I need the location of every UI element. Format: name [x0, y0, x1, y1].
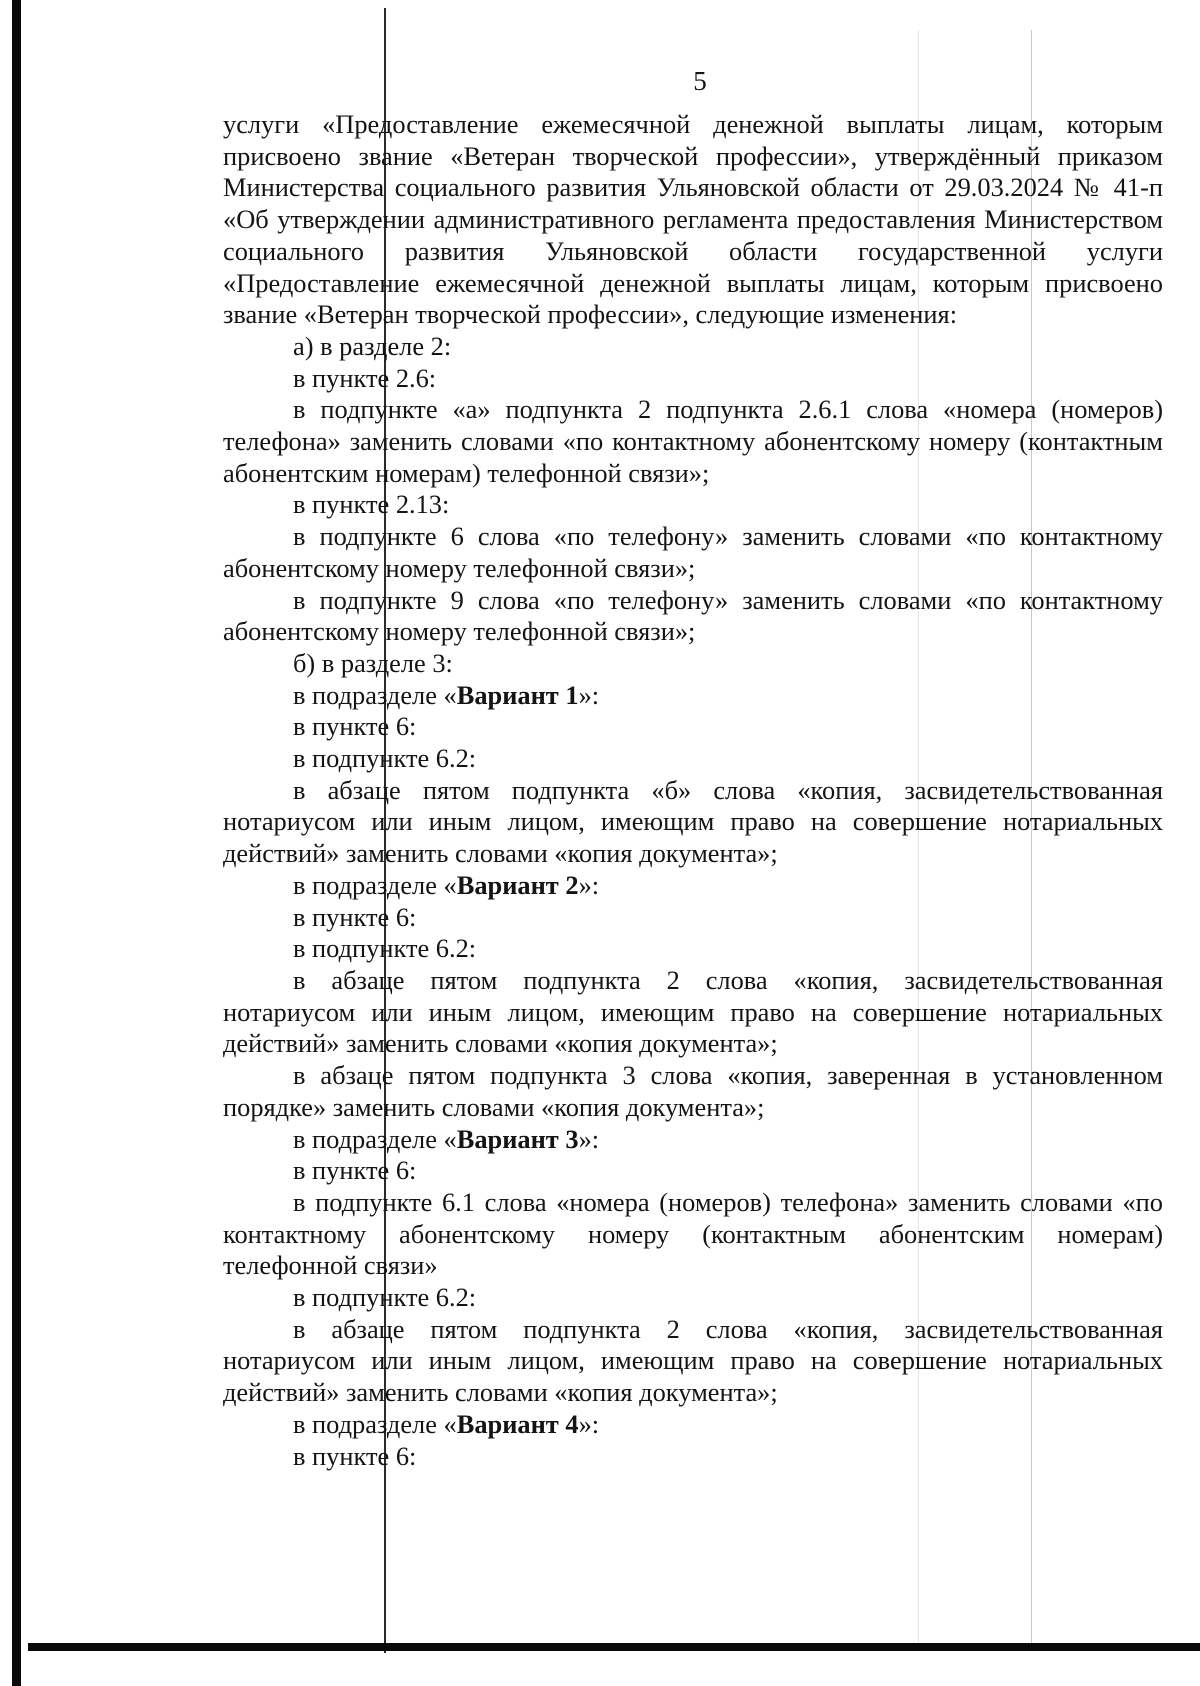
paragraph-text: в абзаце пятом подпункта 3 слова «копия, заверенная в установленном порядке» заменить словами «копия документа»;	[223, 1060, 1163, 1122]
paragraph-text: в пункте 6:	[293, 711, 417, 742]
paragraph-text: в пункте 6:	[293, 1155, 417, 1186]
paragraph-bold-text: Вариант 1	[456, 679, 579, 710]
paragraph-text: в подразделе «	[293, 1408, 457, 1439]
paragraph	[223, 680, 1163, 712]
paragraph-text: в абзаце пятом подпункта 2 слова «копия, засвидетельствованная нотариусом или иным лицом, имеющим право на совершение нотариальных действий» заменить словами «копия документа»;	[223, 964, 1163, 1059]
paragraph	[223, 1124, 1163, 1156]
paragraph-text: »:	[578, 1123, 600, 1154]
paragraph-text: услуги «Предоставление ежемесячной денежной выплаты лицам, которым присвоено звание «Ветеран творческой профессии», утверждённый приказом Министерства социального развития Ульяновской области от 29.03.2024 № 41-п «Об утверждении административного регламента предоставления Министерством социального развития Ульяновской области государственной услуги «Предоставление ежемесячной денежной выплаты лицам, которым присвоено звание «Ветеран творческой профессии», следующие изменения:	[223, 109, 1163, 330]
paragraph-text: »:	[578, 1408, 600, 1439]
paragraph	[223, 489, 1163, 521]
page-number: 5	[693, 66, 707, 96]
paragraph	[223, 870, 1163, 902]
paragraph	[223, 743, 1163, 775]
paragraph-text: в подпункте 6.2:	[293, 743, 477, 774]
paragraph-text: в абзаце пятом подпункта «б» слова «копия, засвидетельствованная нотариусом или иным лицом, имеющим право на совершение нотариальных действий» заменить словами «копия документа»;	[223, 774, 1163, 869]
paragraph-text: в пункте 6:	[293, 901, 417, 932]
paragraph-text: »:	[578, 869, 600, 900]
paragraph	[223, 775, 1163, 870]
scan-edge-left	[12, 0, 21, 1686]
paragraph-text: в пункте 2.6:	[293, 362, 437, 393]
paragraph-text: в пункте 2.13:	[293, 489, 450, 520]
paragraph	[223, 1060, 1163, 1123]
paragraph-text: в абзаце пятом подпункта 2 слова «копия, засвидетельствованная нотариусом или иным лицом, имеющим право на совершение нотариальных действий» заменить словами «копия документа»;	[223, 1313, 1163, 1408]
paragraph	[223, 1187, 1163, 1282]
paragraph-text: в подпункте «а» подпункта 2 подпункта 2.6.1 слова «номера (номеров) телефона» заменить словами «по контактному абонентскому номеру (контактным абонентским номерам) телефонной связи»;	[223, 394, 1163, 488]
paragraph	[223, 363, 1163, 395]
paragraph-text: в подпункте 9 слова «по телефону» заменить словами «по контактному абонентскому номеру телефонной связи»;	[223, 584, 1163, 647]
paragraph-text: »:	[578, 679, 600, 710]
paragraph-text: в подпункте 6.2:	[293, 1282, 477, 1313]
paragraph	[223, 585, 1163, 648]
paragraph-text: в подразделе «	[293, 1123, 457, 1154]
paragraph	[223, 902, 1163, 934]
paragraph	[223, 521, 1163, 584]
paragraph	[223, 1155, 1163, 1187]
paragraph	[223, 648, 1163, 680]
paragraph	[223, 711, 1163, 743]
paragraph-bold-text: Вариант 4	[456, 1408, 579, 1439]
paragraph-text: б) в разделе 3:	[293, 647, 453, 678]
paragraph-bold-text: Вариант 3	[456, 1123, 579, 1154]
scan-edge-bottom	[28, 1643, 1200, 1651]
paragraph	[223, 109, 1163, 331]
paragraph-text: в подразделе «	[293, 869, 457, 900]
paragraph-text: в подпункте 6.2:	[293, 933, 477, 964]
paragraph	[223, 1409, 1163, 1441]
paragraph	[223, 1441, 1163, 1473]
paragraph	[223, 1282, 1163, 1314]
paragraph-text: в подпункте 6.1 слова «номера (номеров) телефона» заменить словами «по контактному абонентскому номеру (контактным абонентским номерам) телефонной связи»	[223, 1186, 1163, 1281]
paragraph-text: а) в разделе 2:	[293, 330, 452, 361]
paragraph-text: в пункте 6:	[293, 1440, 417, 1471]
paragraph-bold-text: Вариант 2	[456, 869, 579, 900]
paragraph-text: в подпункте 6 слова «по телефону» заменить словами «по контактному абонентскому номеру телефонной связи»;	[223, 521, 1163, 583]
paragraph	[223, 1314, 1163, 1409]
paragraph	[223, 331, 1163, 363]
document-body	[223, 109, 1163, 1472]
paragraph	[223, 965, 1163, 1060]
paragraph	[223, 933, 1163, 965]
paragraph-text: в подразделе «	[293, 679, 457, 710]
paragraph	[223, 394, 1163, 489]
